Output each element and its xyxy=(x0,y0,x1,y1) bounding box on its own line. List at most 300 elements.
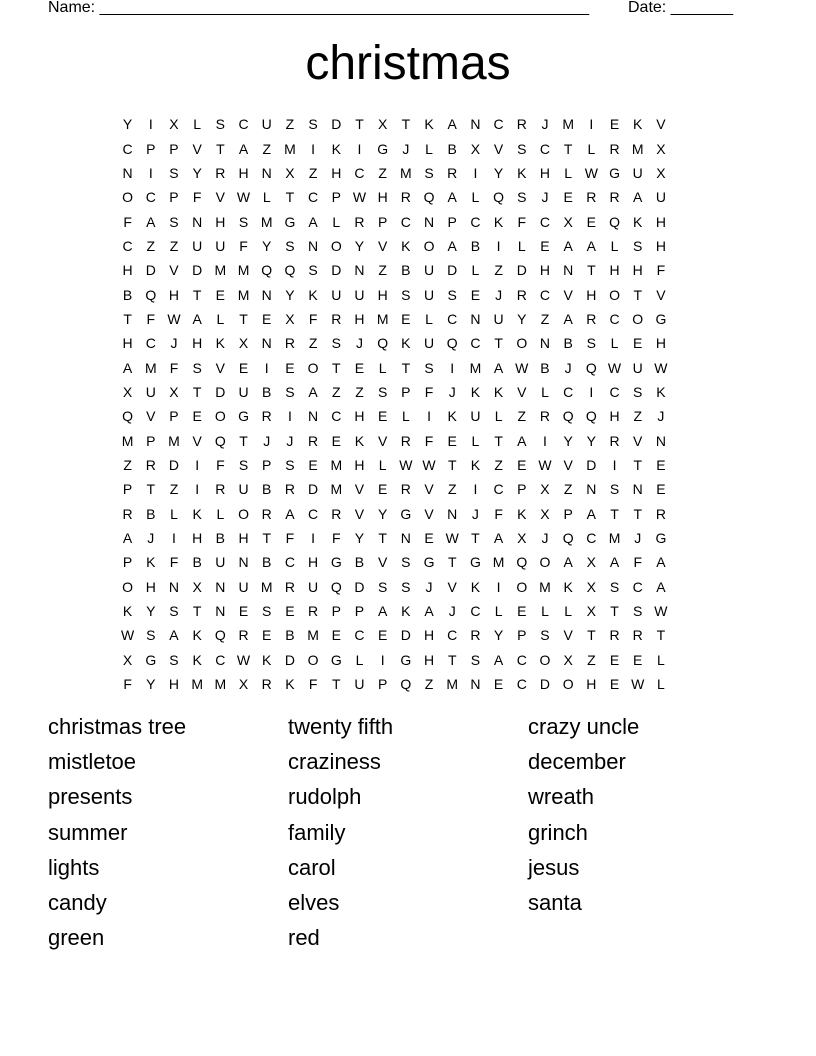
word-list-item: elves xyxy=(288,889,340,915)
grid-letter: E xyxy=(447,432,457,449)
grid-letter: K xyxy=(122,603,133,620)
grid-letter: Z xyxy=(123,456,132,473)
grid-letter: L xyxy=(193,116,202,133)
grid-letter: P xyxy=(169,189,179,206)
grid-letter: E xyxy=(586,213,597,230)
grid-letter: U xyxy=(238,481,249,498)
grid-letter: G xyxy=(238,408,249,425)
grid-letter: L xyxy=(541,383,549,400)
grid-letter: N xyxy=(308,408,319,425)
grid-letter: Q xyxy=(516,554,528,571)
grid-row xyxy=(116,453,704,477)
grid-letter: V xyxy=(169,262,179,279)
grid-letter: E xyxy=(285,359,295,376)
grid-letter: V xyxy=(633,432,643,449)
grid-letter: T xyxy=(146,481,156,498)
grid-letter: R xyxy=(145,456,156,473)
grid-letter: A xyxy=(633,189,643,206)
grid-letter: A xyxy=(122,530,133,547)
word-list-item: santa xyxy=(528,889,582,915)
grid-letter: W xyxy=(607,359,622,376)
grid-row xyxy=(116,185,704,209)
grid-letter: M xyxy=(562,116,574,133)
grid-letter: J xyxy=(541,189,549,206)
grid-letter: J xyxy=(564,359,572,376)
grid-letter: D xyxy=(284,651,295,668)
word-list-item: rudolph xyxy=(288,784,362,810)
grid-letter: Y xyxy=(192,164,202,181)
grid-letter: Z xyxy=(447,481,457,498)
grid-letter: Y xyxy=(563,432,573,449)
grid-letter: T xyxy=(355,116,364,133)
grid-letter: P xyxy=(262,456,272,473)
grid-letter: N xyxy=(215,578,226,595)
grid-letter: V xyxy=(354,505,365,522)
grid-letter: F xyxy=(285,530,295,547)
grid-letter: L xyxy=(216,505,225,522)
word-list-item: red xyxy=(288,925,320,951)
grid-letter: A xyxy=(146,213,156,230)
grid-row xyxy=(116,502,704,526)
word-column xyxy=(288,709,528,955)
grid-letter: X xyxy=(169,383,179,400)
grid-letter: X xyxy=(285,164,295,181)
grid-letter: Y xyxy=(354,237,365,254)
grid-letter: S xyxy=(238,456,249,473)
grid-letter: T xyxy=(239,432,248,449)
grid-letter: G xyxy=(655,530,667,547)
grid-letter: R xyxy=(400,189,411,206)
grid-letter: H xyxy=(354,310,365,327)
grid-letter: I xyxy=(195,481,200,498)
grid-letter: N xyxy=(632,481,643,498)
grid-letter: H xyxy=(586,286,597,303)
grid-letter: C xyxy=(470,335,481,352)
grid-letter: R xyxy=(470,627,481,644)
grid-letter: A xyxy=(447,116,457,133)
grid-letter: N xyxy=(261,286,272,303)
grid-letter: Z xyxy=(378,164,387,181)
grid-letter: D xyxy=(145,262,156,279)
grid-letter: E xyxy=(308,456,318,473)
grid-letter: C xyxy=(354,627,365,644)
grid-letter: E xyxy=(424,530,434,547)
grid-letter: H xyxy=(238,530,249,547)
grid-letter: J xyxy=(634,530,642,547)
grid-letter: M xyxy=(144,359,157,376)
grid-letter: S xyxy=(262,603,272,620)
grid-letter: K xyxy=(401,237,411,254)
grid-letter: L xyxy=(610,335,619,352)
grid-letter: R xyxy=(261,676,272,693)
grid-row xyxy=(116,234,704,258)
grid-letter: L xyxy=(170,505,178,522)
grid-letter: E xyxy=(517,456,527,473)
grid-letter: L xyxy=(471,189,480,206)
grid-letter: S xyxy=(285,237,295,254)
grid-letter: E xyxy=(609,676,620,693)
grid-letter: F xyxy=(517,213,527,230)
grid-letter: H xyxy=(192,335,203,352)
grid-letter: T xyxy=(192,383,202,400)
grid-letter: X xyxy=(192,578,202,595)
grid-letter: U xyxy=(238,383,249,400)
grid-letter: R xyxy=(609,189,620,206)
grid-letter: Q xyxy=(423,189,435,206)
grid-letter: D xyxy=(331,262,342,279)
grid-letter: C xyxy=(539,213,551,230)
grid-letter: G xyxy=(655,310,667,327)
grid-letter: B xyxy=(215,530,226,547)
grid-letter: V xyxy=(192,140,202,157)
grid-letter: M xyxy=(260,578,273,595)
grid-letter: H xyxy=(586,676,597,693)
grid-letter: C xyxy=(122,237,133,254)
grid-letter: I xyxy=(195,456,200,473)
grid-letter: J xyxy=(402,140,410,157)
grid-letter: B xyxy=(262,481,272,498)
grid-letter: X xyxy=(122,651,133,668)
grid-letter: K xyxy=(470,383,481,400)
grid-letter: U xyxy=(331,286,342,303)
grid-letter: S xyxy=(169,651,179,668)
grid-letter: Z xyxy=(169,481,179,498)
grid-letter: T xyxy=(447,651,457,668)
grid-letter: Z xyxy=(517,408,527,425)
grid-letter: C xyxy=(539,286,551,303)
grid-letter: K xyxy=(424,116,434,133)
grid-letter: Q xyxy=(377,335,389,352)
grid-letter: F xyxy=(424,383,434,400)
grid-letter: J xyxy=(541,530,549,547)
grid-letter: D xyxy=(586,456,597,473)
grid-row xyxy=(116,550,704,574)
grid-letter: K xyxy=(308,286,318,303)
grid-letter: P xyxy=(122,554,133,571)
grid-letter: L xyxy=(564,164,573,181)
grid-letter: P xyxy=(169,140,179,157)
grid-letter: H xyxy=(145,578,156,595)
grid-letter: K xyxy=(633,116,643,133)
grid-letter: O xyxy=(122,578,134,595)
grid-letter: E xyxy=(493,676,504,693)
grid-letter: I xyxy=(311,140,316,157)
word-list-item: december xyxy=(528,749,626,775)
grid-row xyxy=(116,136,704,160)
grid-letter: H xyxy=(539,262,551,279)
grid-letter: L xyxy=(541,603,549,620)
grid-letter: K xyxy=(656,383,666,400)
grid-row xyxy=(116,380,704,404)
grid-letter: M xyxy=(168,432,180,449)
grid-letter: U xyxy=(192,237,203,254)
grid-letter: Q xyxy=(562,408,574,425)
grid-letter: T xyxy=(332,359,341,376)
word-list-item: carol xyxy=(288,854,336,880)
grid-letter: T xyxy=(656,627,666,644)
grid-letter: M xyxy=(307,627,319,644)
grid-letter: J xyxy=(286,432,294,449)
grid-letter: W xyxy=(120,627,135,644)
grid-letter: T xyxy=(285,189,295,206)
grid-letter: Q xyxy=(562,530,574,547)
grid-letter: W xyxy=(352,189,367,206)
grid-letter: X xyxy=(122,383,133,400)
grid-letter: R xyxy=(609,432,620,449)
grid-letter: N xyxy=(470,310,481,327)
grid-letter: E xyxy=(563,189,573,206)
grid-letter: D xyxy=(539,676,551,693)
grid-letter: F xyxy=(169,554,179,571)
grid-letter: T xyxy=(447,554,457,571)
grid-letter: E xyxy=(377,481,388,498)
grid-letter: Y xyxy=(377,505,388,522)
grid-letter: D xyxy=(400,627,411,644)
grid-row xyxy=(116,477,704,501)
grid-letter: T xyxy=(401,116,411,133)
grid-letter: K xyxy=(470,578,481,595)
grid-letter: K xyxy=(192,627,202,644)
grid-letter: X xyxy=(169,116,179,133)
grid-letter: E xyxy=(633,651,643,668)
grid-letter: U xyxy=(493,310,504,327)
grid-letter: I xyxy=(450,359,455,376)
grid-letter: U xyxy=(215,554,226,571)
grid-letter: R xyxy=(215,164,226,181)
grid-letter: Z xyxy=(494,456,503,473)
grid-letter: P xyxy=(377,676,388,693)
grid-letter: Z xyxy=(563,481,573,498)
grid-letter: N xyxy=(261,335,272,352)
grid-letter: N xyxy=(354,262,365,279)
grid-letter: N xyxy=(192,213,203,230)
grid-letter: K xyxy=(262,651,272,668)
grid-letter: A xyxy=(238,140,249,157)
grid-letter: L xyxy=(657,651,665,668)
grid-letter: Q xyxy=(609,213,620,230)
grid-letter: A xyxy=(192,310,202,327)
grid-letter: C xyxy=(145,335,156,352)
grid-letter: E xyxy=(262,310,272,327)
grid-letter: S xyxy=(517,140,527,157)
grid-letter: A xyxy=(447,237,457,254)
grid-letter: X xyxy=(238,676,249,693)
grid-letter: O xyxy=(307,359,319,376)
grid-letter: Z xyxy=(424,676,434,693)
grid-letter: W xyxy=(399,456,413,473)
grid-letter: P xyxy=(169,408,179,425)
grid-letter: O xyxy=(539,554,551,571)
grid-letter: U xyxy=(261,116,272,133)
grid-letter: L xyxy=(216,310,225,327)
grid-letter: Q xyxy=(145,286,157,303)
grid-letter: J xyxy=(657,408,665,425)
grid-letter: N xyxy=(586,481,597,498)
grid-letter: J xyxy=(471,505,479,522)
grid-letter: P xyxy=(146,432,156,449)
grid-letter: D xyxy=(215,383,226,400)
grid-letter: O xyxy=(330,237,342,254)
grid-letter: V xyxy=(563,456,573,473)
grid-letter: Z xyxy=(332,383,341,400)
grid-letter: C xyxy=(563,383,574,400)
grid-letter: E xyxy=(517,603,527,620)
grid-letter: T xyxy=(610,603,619,620)
grid-letter: F xyxy=(424,432,434,449)
grid-letter: C xyxy=(447,310,458,327)
grid-letter: Z xyxy=(262,140,271,157)
grid-letter: R xyxy=(609,627,620,644)
grid-letter: I xyxy=(172,530,176,547)
grid-letter: J xyxy=(448,383,456,400)
grid-letter: Y xyxy=(285,286,295,303)
grid-letter: S xyxy=(192,359,202,376)
grid-letter: L xyxy=(517,237,526,254)
grid-letter: E xyxy=(377,408,388,425)
grid-letter: E xyxy=(331,627,341,644)
grid-row xyxy=(116,526,704,550)
grid-letter: H xyxy=(539,164,551,181)
grid-letter: P xyxy=(331,603,341,620)
grid-letter: C xyxy=(493,481,504,498)
grid-letter: B xyxy=(262,554,272,571)
grid-letter: S xyxy=(215,116,226,133)
grid-letter: S xyxy=(633,383,643,400)
grid-letter: G xyxy=(609,164,620,181)
grid-letter: F xyxy=(192,189,202,206)
grid-letter: S xyxy=(377,383,388,400)
grid-letter: P xyxy=(122,481,133,498)
grid-letter: T xyxy=(633,505,642,522)
grid-letter: L xyxy=(587,140,596,157)
grid-letter: I xyxy=(543,432,547,449)
grid-letter: A xyxy=(122,359,133,376)
grid-letter: U xyxy=(308,578,319,595)
grid-letter: K xyxy=(146,554,156,571)
grid-letter: T xyxy=(192,603,202,620)
grid-letter: T xyxy=(563,140,573,157)
word-list-item: jesus xyxy=(528,854,580,880)
grid-letter: E xyxy=(609,116,620,133)
grid-letter: Q xyxy=(214,627,226,644)
grid-letter: H xyxy=(168,286,180,303)
grid-letter: X xyxy=(285,310,295,327)
grid-letter: V xyxy=(493,140,504,157)
grid-letter: M xyxy=(121,432,134,449)
grid-letter: L xyxy=(262,189,271,206)
grid-letter: I xyxy=(496,578,501,595)
grid-letter: E xyxy=(401,310,411,327)
grid-letter: B xyxy=(122,286,133,303)
grid-letter: C xyxy=(609,310,620,327)
grid-letter: M xyxy=(608,530,621,547)
grid-letter: P xyxy=(331,189,341,206)
grid-letter: Q xyxy=(400,676,412,693)
grid-letter: R xyxy=(586,189,597,206)
grid-letter: H xyxy=(655,237,666,254)
grid-letter: M xyxy=(284,140,296,157)
grid-letter: T xyxy=(471,530,480,547)
grid-letter: T xyxy=(332,676,341,693)
grid-row xyxy=(116,648,704,672)
grid-letter: L xyxy=(610,237,619,254)
grid-letter: Y xyxy=(354,530,365,547)
grid-letter: R xyxy=(238,627,249,644)
grid-letter: I xyxy=(264,359,269,376)
grid-letter: V xyxy=(146,408,156,425)
grid-letter: X xyxy=(563,651,573,668)
grid-letter: H xyxy=(609,408,620,425)
grid-letter: C xyxy=(122,140,133,157)
grid-letter: A xyxy=(563,554,573,571)
grid-row xyxy=(116,404,704,428)
word-list-item: craziness xyxy=(288,749,381,775)
grid-letter: E xyxy=(656,456,666,473)
grid-letter: M xyxy=(330,481,343,498)
grid-letter: K xyxy=(470,456,481,473)
grid-letter: H xyxy=(192,530,203,547)
grid-row xyxy=(116,331,704,355)
grid-letter: N xyxy=(539,335,551,352)
grid-letter: H xyxy=(423,627,435,644)
grid-letter: W xyxy=(538,456,552,473)
grid-letter: O xyxy=(539,651,551,668)
grid-letter: L xyxy=(494,603,503,620)
grid-letter: Z xyxy=(308,164,318,181)
grid-letter: F xyxy=(123,676,132,693)
grid-letter: D xyxy=(168,456,180,473)
grid-letter: R xyxy=(400,432,411,449)
grid-letter: R xyxy=(284,335,295,352)
grid-letter: Z xyxy=(169,237,179,254)
grid-letter: F xyxy=(494,505,503,522)
grid-letter: K xyxy=(633,213,643,230)
grid-letter: L xyxy=(425,140,433,157)
grid-letter: J xyxy=(541,116,549,133)
grid-letter: T xyxy=(239,310,248,327)
grid-letter: Q xyxy=(446,335,458,352)
grid-letter: L xyxy=(378,456,387,473)
grid-letter: A xyxy=(586,237,597,254)
grid-letter: O xyxy=(516,578,528,595)
grid-letter: H xyxy=(122,335,133,352)
grid-letter: T xyxy=(192,286,202,303)
grid-letter: N xyxy=(261,164,272,181)
grid-letter: S xyxy=(377,578,388,595)
grid-letter: L xyxy=(425,310,433,327)
grid-letter: D xyxy=(447,262,458,279)
grid-letter: Y xyxy=(122,116,133,133)
grid-row xyxy=(116,355,704,379)
grid-letter: A xyxy=(563,310,573,327)
grid-letter: K xyxy=(401,603,411,620)
word-list-item: mistletoe xyxy=(48,749,137,775)
grid-letter: L xyxy=(401,408,410,425)
grid-letter: W xyxy=(515,359,529,376)
grid-letter: W xyxy=(167,310,181,327)
grid-letter: U xyxy=(354,286,365,303)
grid-letter: Y xyxy=(146,603,156,620)
word-column xyxy=(528,709,768,920)
grid-letter: T xyxy=(378,530,387,547)
grid-letter: S xyxy=(540,627,550,644)
grid-letter: Z xyxy=(587,651,596,668)
grid-letter: K xyxy=(517,164,527,181)
grid-letter: T xyxy=(216,140,225,157)
grid-letter: K xyxy=(517,505,527,522)
grid-letter: T xyxy=(633,456,642,473)
grid-letter: G xyxy=(377,140,389,157)
